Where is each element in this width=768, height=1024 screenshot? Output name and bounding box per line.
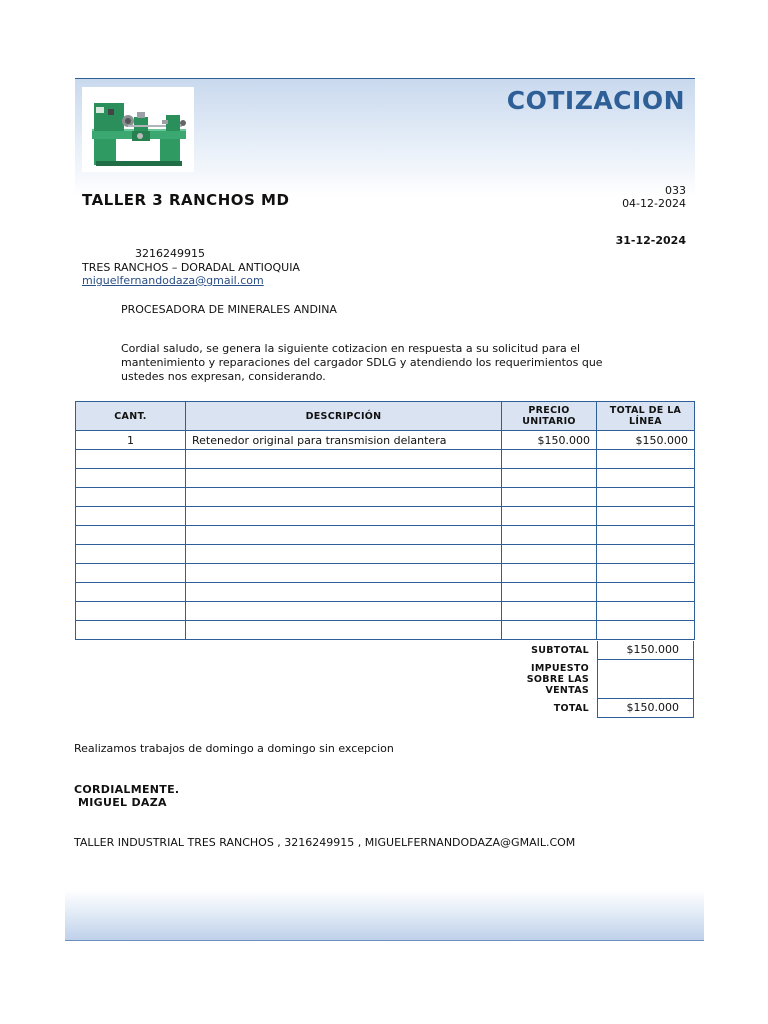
valid-until-date: 31-12-2024 (615, 234, 686, 247)
cell-description (186, 488, 502, 507)
subtotal-row (75, 641, 694, 660)
total-value-box (597, 699, 694, 718)
cell-line-total (597, 507, 695, 526)
lathe-machine-icon (82, 87, 194, 172)
cell-line-total: $150.000 (597, 431, 695, 450)
table-row (76, 545, 695, 564)
cell-description (186, 469, 502, 488)
cell-line-total (597, 545, 695, 564)
cell-description (186, 507, 502, 526)
quote-date: 04-12-2024 (622, 197, 686, 210)
total-value: $150.000 (626, 701, 679, 714)
cell-unit-price (502, 526, 597, 545)
cell-unit-price (502, 488, 597, 507)
tax-value (598, 660, 693, 662)
table-row (76, 507, 695, 526)
cell-qty (76, 450, 186, 469)
quote-items-table (75, 401, 695, 640)
cell-unit-price (502, 507, 597, 526)
cell-description (186, 545, 502, 564)
cell-qty (76, 602, 186, 621)
cell-description (186, 602, 502, 621)
header-description: DESCRIPCIÓN (186, 402, 502, 431)
cell-description (186, 564, 502, 583)
subtotal-value-box (597, 641, 694, 660)
cell-unit-price (502, 564, 597, 583)
cell-unit-price: $150.000 (502, 431, 597, 450)
cell-qty (76, 469, 186, 488)
cell-qty: 1 (76, 431, 186, 450)
cell-line-total (597, 488, 695, 507)
cell-unit-price (502, 602, 597, 621)
cell-line-total (597, 564, 695, 583)
document-title: COTIZACION (506, 86, 685, 115)
table-row (76, 450, 695, 469)
cell-unit-price (502, 545, 597, 564)
table-row (76, 621, 695, 640)
table-row (76, 526, 695, 545)
cell-unit-price (502, 621, 597, 640)
cell-description (186, 450, 502, 469)
cell-line-total (597, 526, 695, 545)
table-row (76, 583, 695, 602)
cell-qty (76, 488, 186, 507)
company-logo-image (82, 87, 194, 172)
quote-number: 033 (665, 184, 686, 197)
header-unit-price: PRECIO UNITARIO (502, 402, 597, 431)
cell-line-total (597, 621, 695, 640)
contact-email-link[interactable]: miguelfernandodaza@gmail.com (82, 274, 264, 287)
cell-line-total (597, 602, 695, 621)
cell-line-total (597, 450, 695, 469)
cell-qty (76, 583, 186, 602)
cell-qty (76, 545, 186, 564)
tax-label: IMPUESTO SOBRE LAS VENTAS (526, 663, 589, 696)
footer-contact: TALLER INDUSTRIAL TRES RANCHOS , 3216249915 , MIGUELFERNANDODAZA@GMAIL.COM (74, 836, 576, 849)
client-name: PROCESADORA DE MINERALES ANDINA (121, 303, 337, 316)
cell-description: Retenedor original para transmision delantera (186, 431, 502, 450)
tax-row (75, 660, 694, 699)
table-row (76, 564, 695, 583)
total-row (75, 699, 694, 718)
cell-qty (76, 507, 186, 526)
table-row (76, 469, 695, 488)
cell-description (186, 583, 502, 602)
cell-qty (76, 526, 186, 545)
subtotal-label: SUBTOTAL (531, 645, 589, 656)
subtotal-value: $150.000 (626, 643, 679, 656)
footer-band (65, 890, 704, 941)
cell-description (186, 621, 502, 640)
closing-text: CORDIALMENTE. (74, 783, 180, 796)
total-label: TOTAL (553, 703, 589, 714)
table-row (76, 431, 695, 450)
tax-value-box (597, 660, 694, 699)
cell-description (186, 526, 502, 545)
cell-unit-price (502, 469, 597, 488)
table-header-row (76, 402, 695, 431)
intro-paragraph: Cordial saludo, se genera la siguiente cotizacion en respuesta a su solicitud para el mantenimiento y reparaciones del cargador SDLG y atendiendo los requerimientos que ustedes nos expresan, considerando. (121, 342, 603, 383)
cell-qty (76, 564, 186, 583)
service-note: Realizamos trabajos de domingo a domingo sin excepcion (74, 742, 394, 755)
table-row (76, 488, 695, 507)
header-qty: CANT. (76, 402, 186, 431)
signature-name: MIGUEL DAZA (78, 796, 167, 809)
cell-line-total (597, 583, 695, 602)
cell-unit-price (502, 450, 597, 469)
contact-address: TRES RANCHOS – DORADAL ANTIOQUIA (82, 261, 300, 274)
cell-qty (76, 621, 186, 640)
contact-phone: 3216249915 (135, 247, 205, 260)
table-row (76, 602, 695, 621)
cell-line-total (597, 469, 695, 488)
header-line-total: TOTAL DE LA LÍNEA (597, 402, 695, 431)
company-name: TALLER 3 RANCHOS MD (82, 191, 290, 209)
table-body (76, 431, 695, 640)
cell-unit-price (502, 583, 597, 602)
